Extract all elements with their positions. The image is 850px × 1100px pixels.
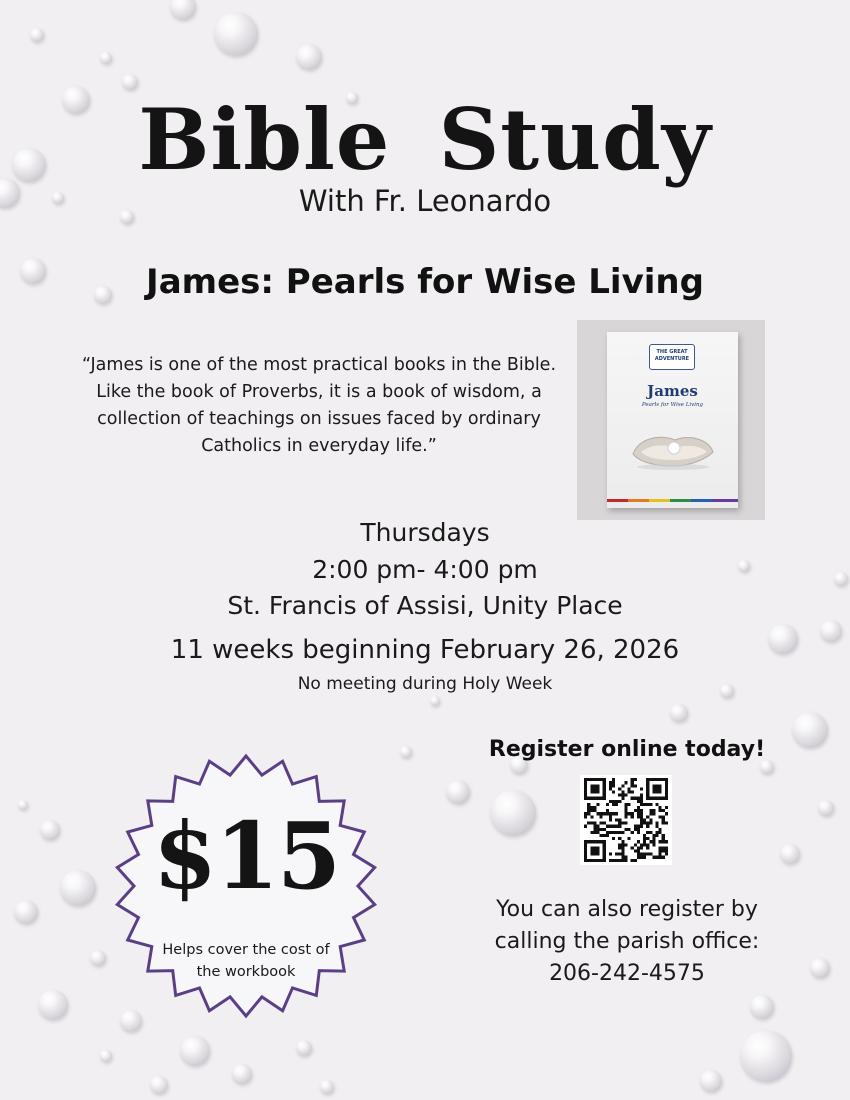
meeting-note: No meeting during Holy Week — [297, 674, 553, 694]
book-cover — [607, 332, 738, 508]
register-alternative-text: You can also register by calling the parish office: — [494, 897, 760, 954]
book-cover-image — [577, 320, 765, 520]
meeting-day: Thursdays — [360, 518, 490, 547]
meeting-time: 2:00 pm- 4:00 pm — [312, 555, 538, 584]
qr-code-icon[interactable] — [580, 775, 672, 865]
price-note: Helps cover the cost of the workbook — [162, 942, 330, 980]
cover-title: James — [647, 382, 698, 400]
oyster-shell-icon — [629, 430, 717, 470]
page-subtitle: With Fr. Leonardo — [298, 184, 552, 218]
page-title: Bible Study — [138, 90, 712, 189]
meeting-duration: 11 weeks beginning February 26, 2026 — [170, 635, 680, 665]
register-alternative — [462, 894, 792, 990]
cover-subtitle: Pearls for Wise Living — [641, 402, 704, 408]
study-book-title: James: Pearls for Wise Living — [146, 262, 704, 302]
parish-phone: 206-242-4575 — [549, 961, 705, 986]
meeting-location: St. Francis of Assisi, Unity Place — [227, 591, 623, 620]
register-heading: Register online today! — [488, 737, 766, 762]
price-badge — [112, 750, 380, 1022]
book-quote: “James is one of the most practical books in the Bible. Like the book of Proverbs, it is a book of wisdom, a collection of teachings on issues faced by ordinary Catholics in everyday life.” — [81, 355, 557, 456]
cover-badge: THE GREAT ADVENTURE — [649, 344, 695, 370]
price-amount: $15 — [152, 802, 340, 910]
